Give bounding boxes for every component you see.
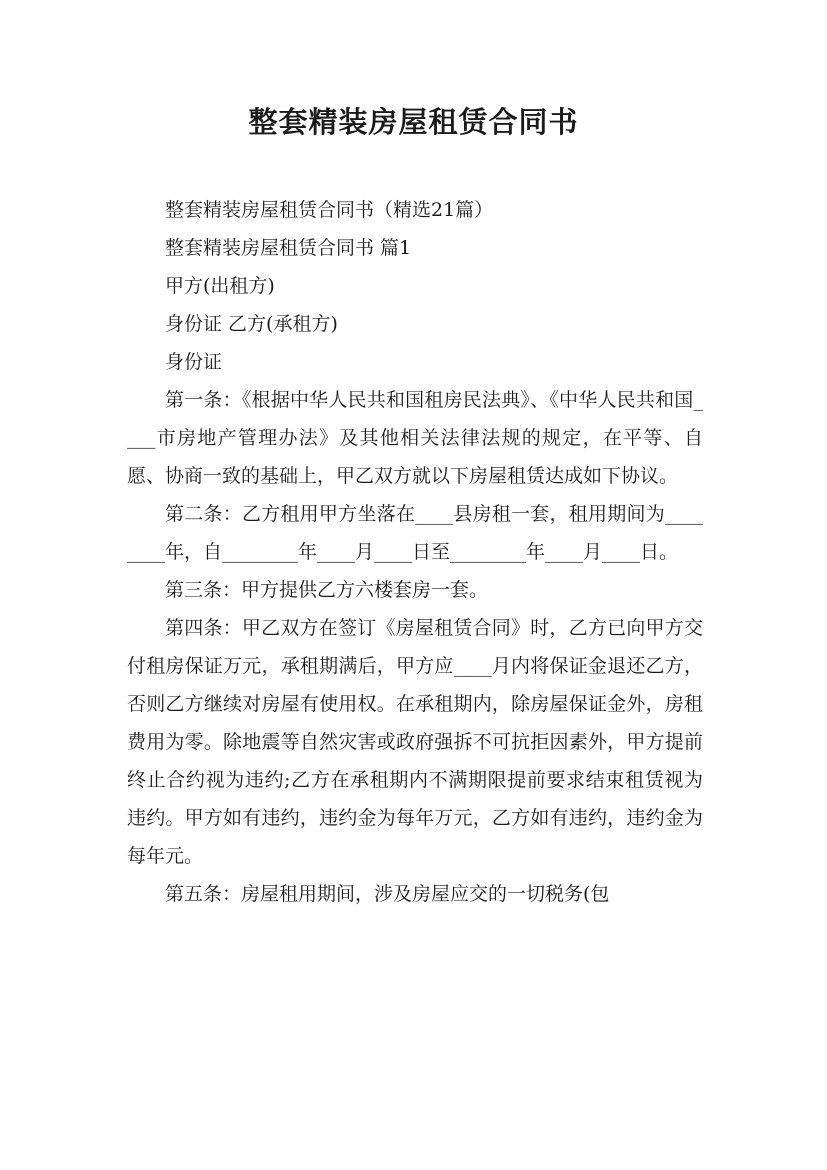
document-body (127, 191, 703, 913)
paragraph-section-heading: 整套精装房屋租赁合同书 篇1 (165, 237, 412, 259)
paragraph-article-4: 第四条：甲乙双方在签订《房屋租赁合同》时，乙方已向甲方交付租房保证万元，承租期满后，甲方应____月内将保证金退还乙方，否则乙方继续对房屋有使用权。在承租期内，除房屋保证金外，房租费用为零。除地震等自然灾害或政府强拆不可抗拒因素外，甲方提前终止合约视为违约;乙方在承租期内不满期限提前要求结束租赁视为违约。甲方如有违约，违约金为每年万元，乙方如有违约，违约金为每年元。 (127, 617, 703, 867)
paragraph-party-b: 身份证 乙方(承租方) (165, 313, 338, 335)
paragraph-article-2: 第二条：乙方租用甲方坐落在____县房租一套，租用期间为________年，自________年____月____日至________年____月____日。 (127, 503, 703, 563)
paragraph-article-5: 第五条：房屋租用期间，涉及房屋应交的一切税务(包 (165, 883, 610, 905)
paragraph-party-a: 甲方(出租方) (165, 275, 275, 297)
paragraph-article-3: 第三条：甲方提供乙方六楼套房一套。 (165, 579, 489, 601)
paragraph-article-1: 第一条：《根据中华人民共和国租房民法典》、《中华人民共和国____市房地产管理办法》及其他相关法律法规的规定，在平等、自愿、协商一致的基础上，甲乙双方就以下房屋租赁达成如下协议。 (127, 389, 703, 487)
paragraph-subtitle: 整套精装房屋租赁合同书（精选21篇） (165, 199, 494, 221)
document-title: 整套精装房屋租赁合同书 (248, 105, 579, 139)
paragraph-id: 身份证 (165, 351, 223, 373)
